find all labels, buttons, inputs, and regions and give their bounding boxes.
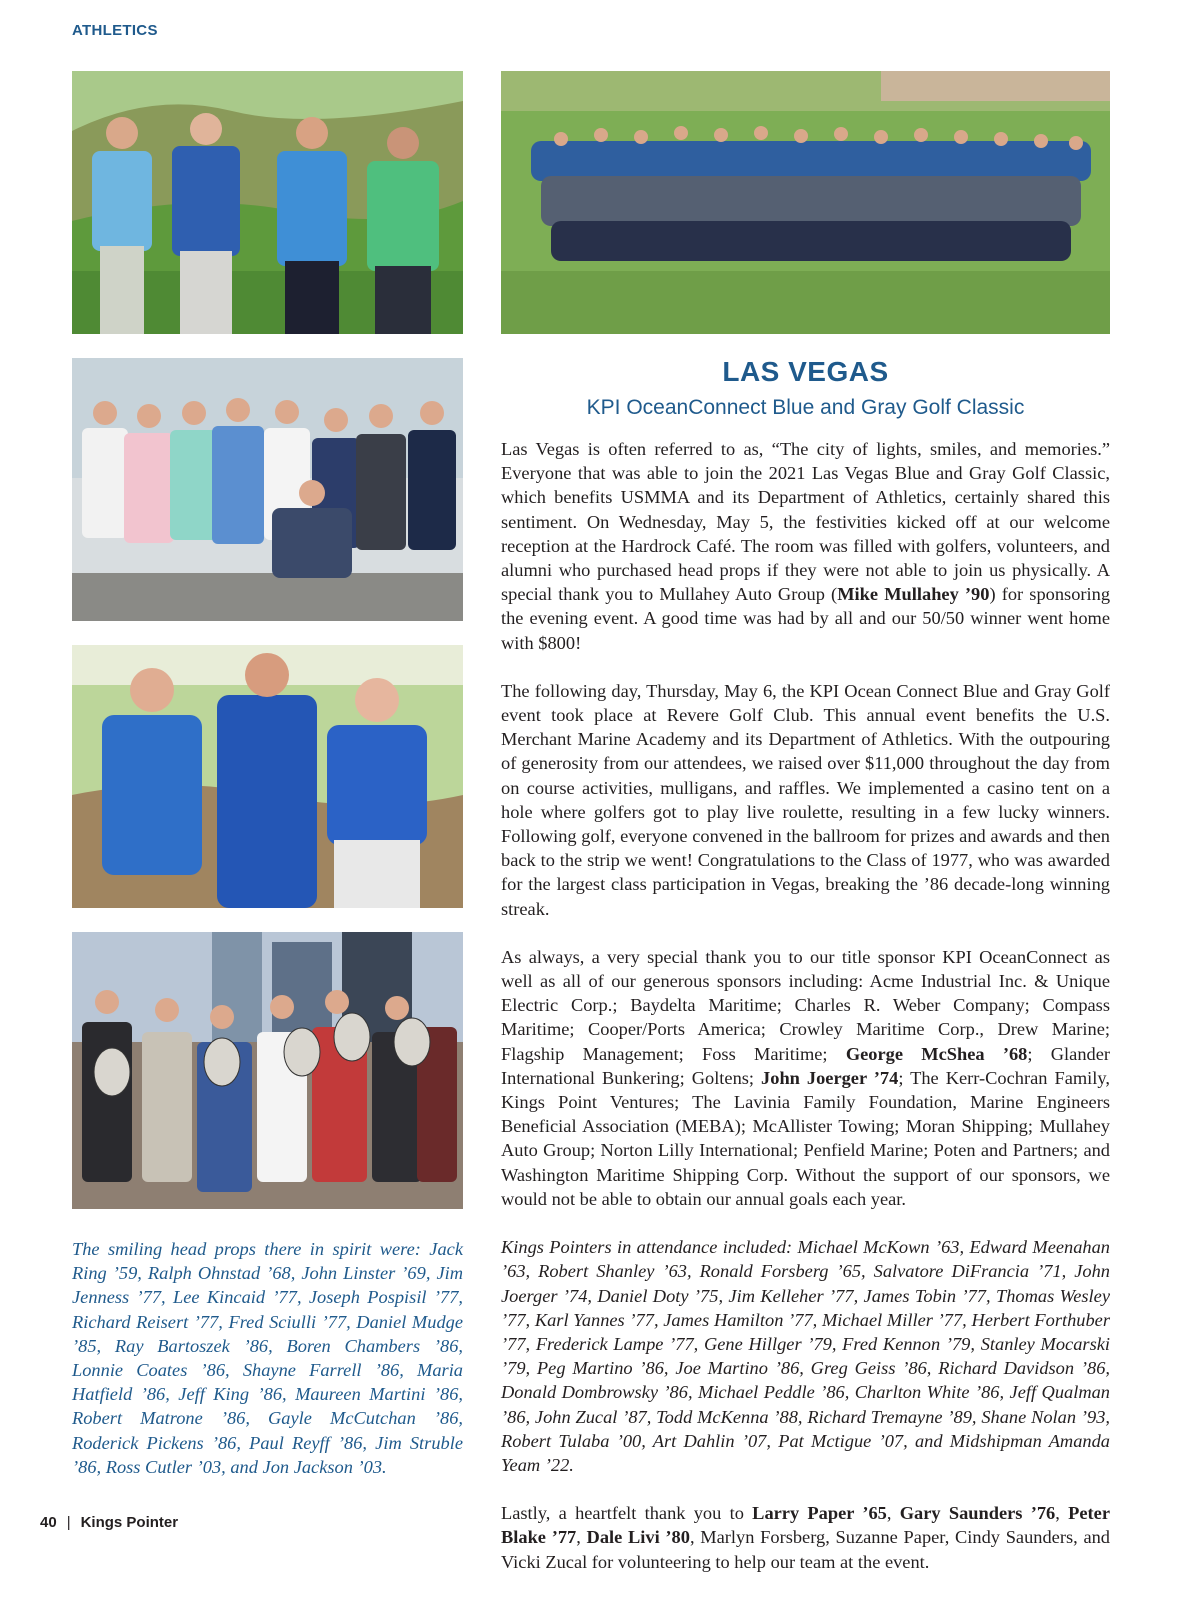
text-run: ,	[1055, 1503, 1069, 1524]
footer-separator: |	[66, 1514, 71, 1531]
text-run: Lastly, a heartfelt thank you to	[501, 1503, 753, 1524]
photo-group-on-green	[501, 71, 1110, 334]
bold-name: George McShea ’68	[845, 1043, 1028, 1064]
text-run: ) for sponsoring the evening event. A good time was had by all and our 50/50 winner went home with $800!	[501, 584, 1111, 653]
bold-name: Gary Saunders ’76	[899, 1503, 1056, 1524]
text-run: As always, a very special thank you to our title sponsor KPI OceanConnect as well as all of our generous sponsors including: Acme Industrial Inc. & Unique Electric Corp.; Baydelta Maritime; Charles R. Weber Company; Compass Maritime; Cooper/Ports America; Crowley Maritime Corp., Drew Marine; Flagship Management; Foss Maritime;	[501, 946, 1110, 1064]
section-label: ATHLETICS	[72, 22, 158, 39]
text-run: , Marlyn Forsberg, Suzanne Paper, Cindy Saunders, and Vicki Zucal for volunteering to help our team at the event.	[501, 1527, 1111, 1572]
article-body	[501, 437, 1110, 1598]
photo-reception-group	[72, 358, 463, 621]
bold-name: Peter Blake ’77	[501, 1503, 1110, 1548]
photo-rooftop-head-props	[72, 932, 463, 1209]
paragraph-sponsors	[501, 945, 1110, 1211]
paragraph-thanks	[501, 1501, 1110, 1574]
page-footer	[40, 1514, 178, 1531]
photo-caption: The smiling head props there in spirit were: Jack Ring ’59, Ralph Ohnstad ’68, John Linster ’69, Jim Jenness ’77, Lee Kincaid ’77, Joseph Pospisil ’77, Richard Reisert ’77, Fred Sciulli ’77, Daniel Mudge ’85, Ray Bartoszek ’86, Boren Chambers ’86, Lonnie Coates ’86, Shayne Farrell ’86, Maria Hatfield ’86, Jeff King ’86, Maureen Martini ’86, Robert Matrone ’86, Gayle McCutchan ’86, Roderick Pickens ’86, Paul Reyff ’86, Jim Struble ’86, Ross Cutler ’03, and Jon Jackson ’03.	[72, 1239, 463, 1477]
text-run: Las Vegas is often referred to as, “The city of lights, smiles, and memories.” Everyone that was able to join the 2021 Las Vegas Blue and Gray Golf Classic, which benefits USMMA and its Department of Athletics, certainly shared this sentiment. On Wednesday, May 5, the festivities kicked off at our welcome reception at the Hardrock Café. The room was filled with golfers, volunteers, and alumni who purchased head props if they were not able to join us physically. A special thank you to Mullahey Auto Group (	[501, 439, 1110, 605]
bold-name: John Joerger ’74	[761, 1067, 899, 1088]
text-run: ,	[886, 1503, 900, 1524]
photo-three-golfers	[72, 645, 463, 908]
paragraph-reception	[501, 437, 1110, 655]
article-headline: LAS VEGAS	[722, 356, 889, 387]
photo-four-golfers	[72, 71, 463, 334]
page-number: 40	[40, 1514, 57, 1531]
bold-name: Larry Paper ’65	[752, 1503, 887, 1524]
paragraph-golf-event: The following day, Thursday, May 6, the KPI Ocean Connect Blue and Gray Golf event took place at Revere Golf Club. This annual event benefits the U.S. Merchant Marine Academy and its Department of Athletics. With the outpouring of generosity from our attendees, we raised over $11,000 throughout the day from on course activities, mulligans, and raffles. We implemented a casino tent on a hole where golfers got to play live roulette, resulting in a few lucky winners. Following golf, everyone convened in the ballroom for prizes and awards and then back to the strip we went! Congratulations to the Class of 1977, who was awarded for the largest class participation in Vegas, breaking the ’86 decade-long winning streak.	[501, 680, 1110, 919]
publication-name: Kings Pointer	[80, 1514, 179, 1531]
bold-name: Dale Livi ’80	[586, 1527, 690, 1548]
paragraph-attendees: Kings Pointers in attendance included: Michael McKown ’63, Edward Meenahan ’63, Robert Shanley ’63, Ronald Forsberg ’65, Salvatore DiFrancia ’71, John Joerger ’74, Daniel Doty ’75, Jim Kelleher ’77, James Tobin ’77, Thomas Wesley ’77, Karl Yannes ’77, James Hamilton ’77, Michael Miller ’77, Herbert Forthuber ’77, Frederick Lampe ’77, Gene Hillger ’79, Fred Kennon ’79, Stanley Mocarski ’79, Peg Martino ’86, Joe Martino ’86, Greg Geiss ’86, Richard Davidson ’86, Donald Dombrowsky ’86, Michael Peddle ’86, Charlton White ’86, Jeff Qualman ’86, John Zucal ’87, Todd McKenna ’88, Richard Tremayne ’89, Shane Nolan ’93, Robert Tulaba ’00, Art Dahlin ’07, Pat Mctigue ’07, and Midshipman Amanda Yeam ’22.	[501, 1237, 1110, 1475]
bold-name: Mike Mullahey ’90	[837, 584, 990, 605]
article-subhead: KPI OceanConnect Blue and Gray Golf Classic	[586, 396, 1025, 419]
text-run: ,	[576, 1527, 587, 1548]
text-run: ; The Kerr-Cochran Family, Kings Point Ventures; The Lavinia Family Foundation, Marine Engineers Beneficial Association (MEBA); McAllister Towing; Moran Shipping; Mullahey Auto Group; Norton Lilly International; Penfield Marine; Poten and Partners; and Washington Maritime Shipping Corp. Without the support of our sponsors, we would not be able to obtain our annual goals each year.	[501, 1067, 1110, 1209]
text-run: ; Glander International Bunkering; Goltens;	[501, 1043, 1110, 1088]
